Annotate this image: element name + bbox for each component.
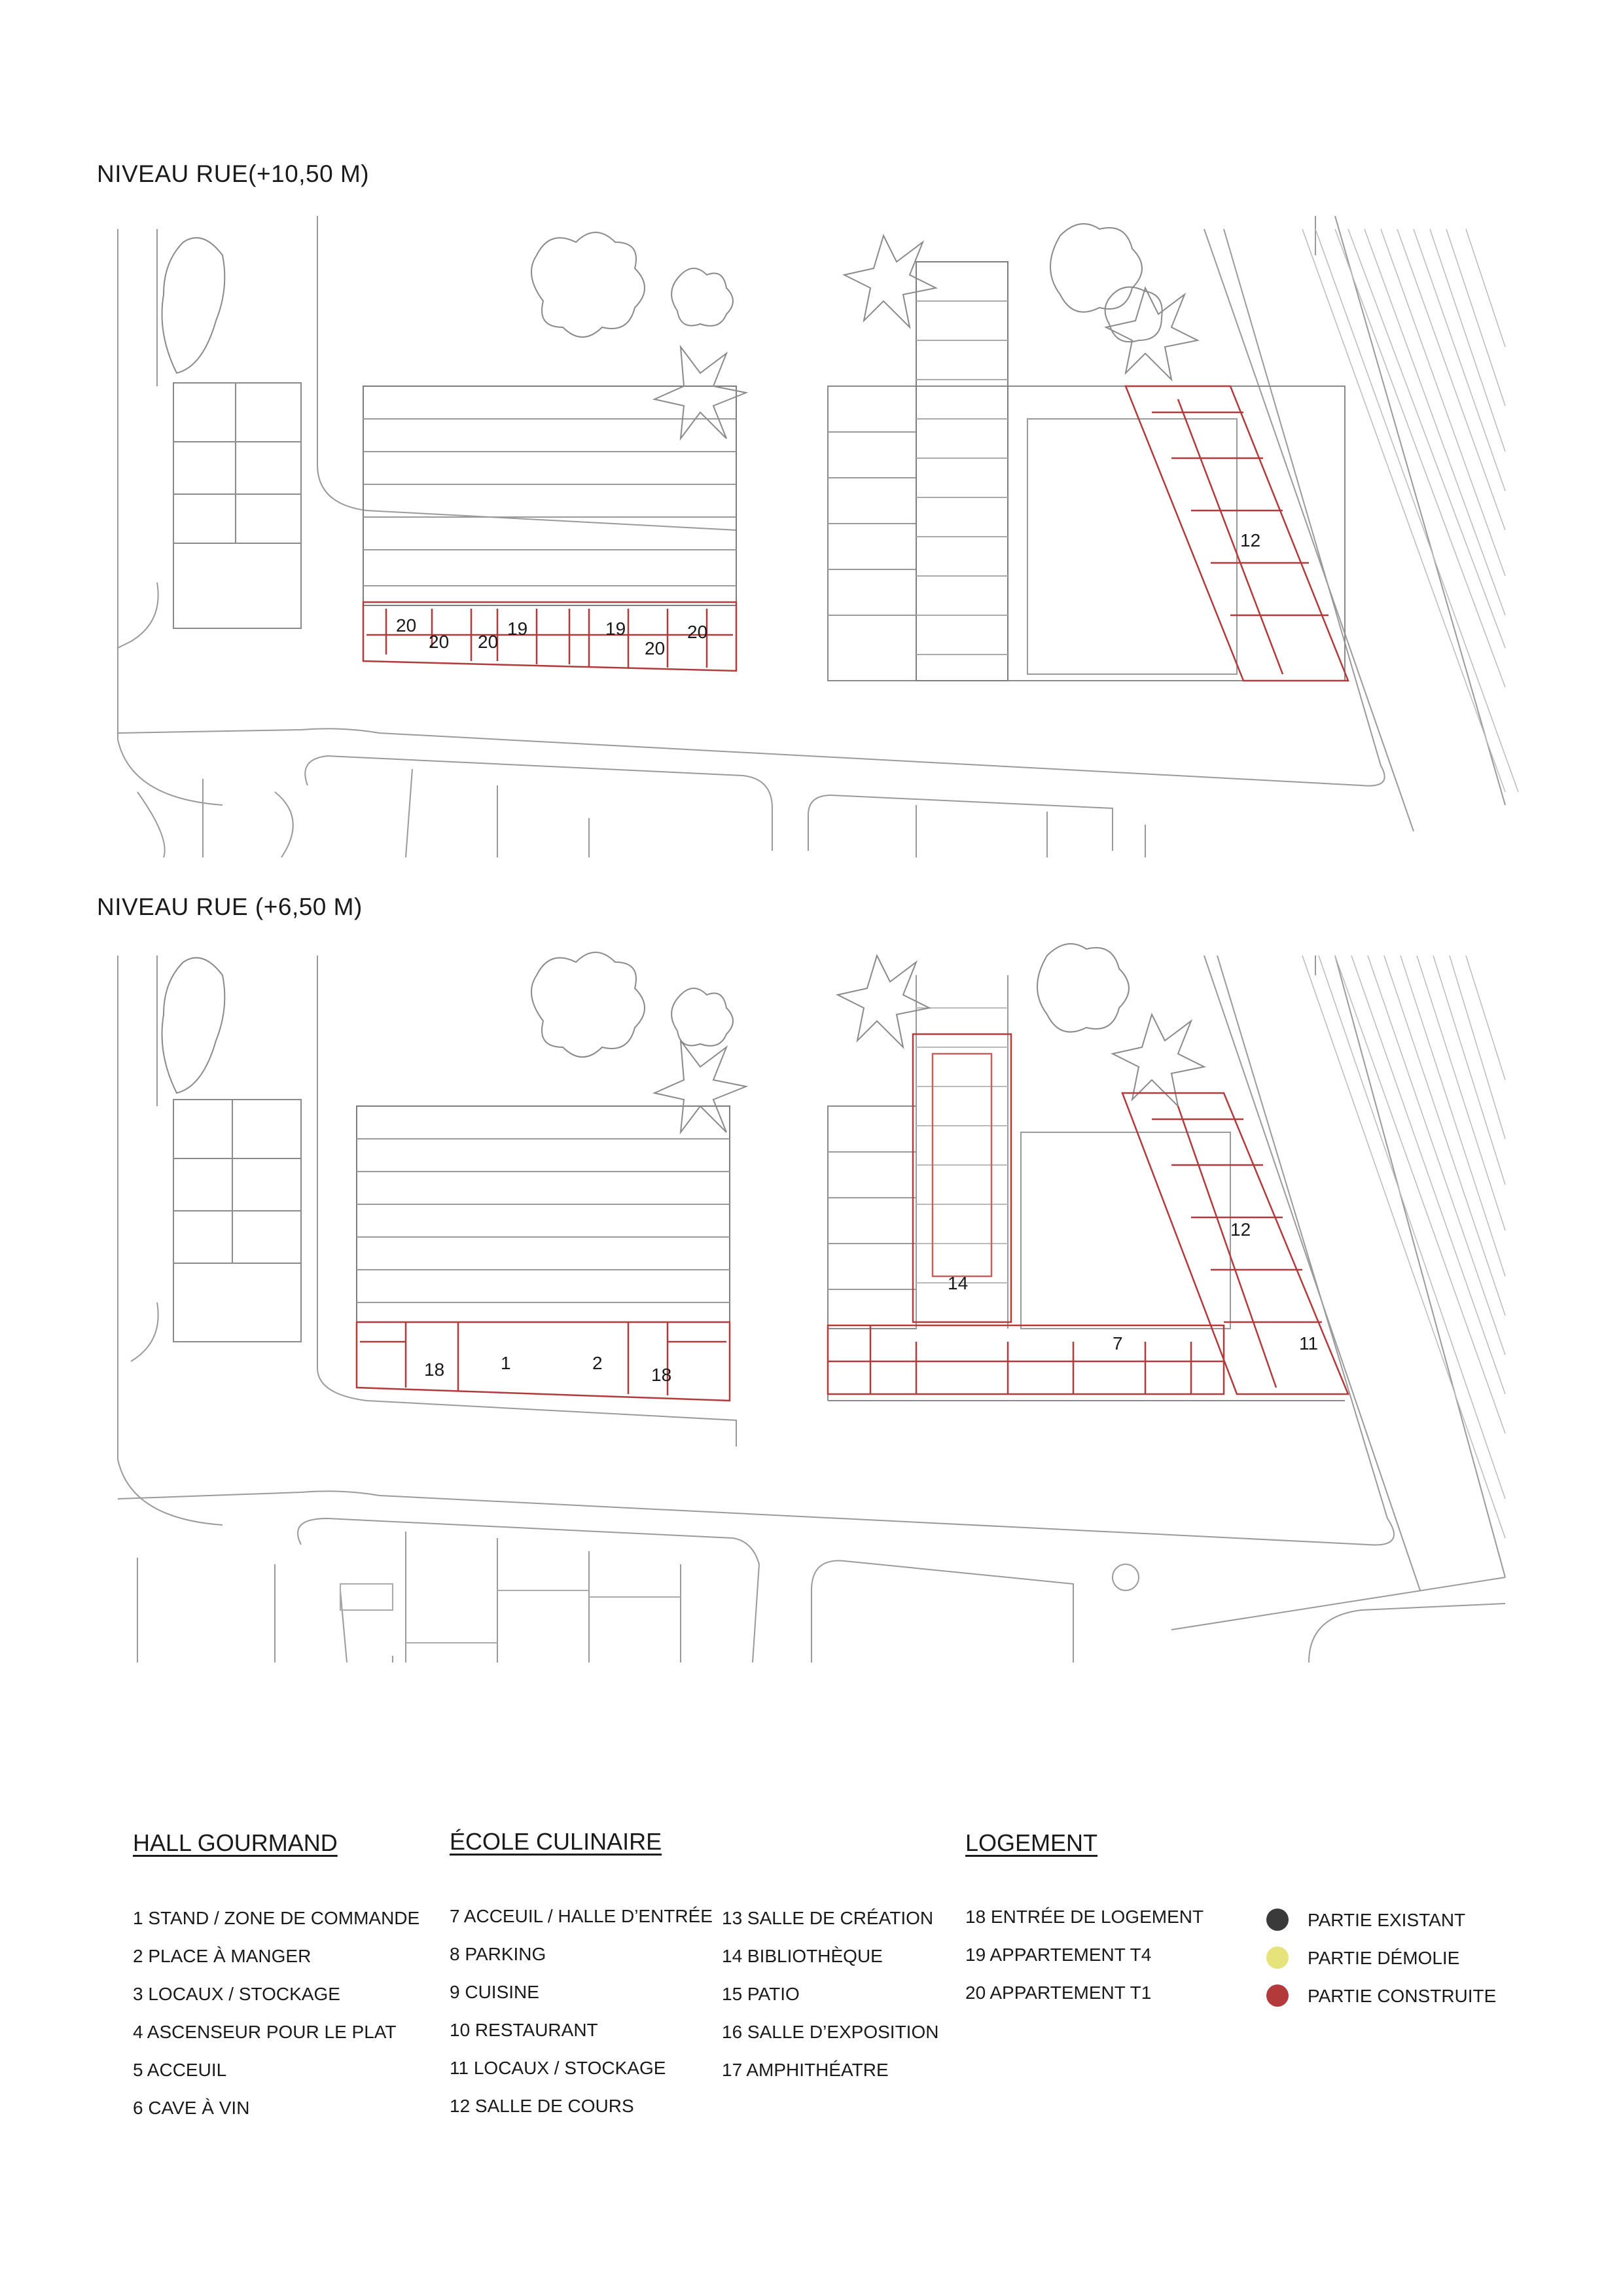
legend-item: 11 LOCAUX / STOCKAGE [450,2058,666,2078]
room-label: 7 [1113,1333,1123,1354]
legend-item: 9 CUISINE [450,1982,539,2002]
legend-item: 3 LOCAUX / STOCKAGE [133,1984,340,2004]
legend-item: 2 PLACE À MANGER [133,1946,312,1966]
status-label: PARTIE CONSTRUITE [1308,1986,1497,2006]
legend-item: 8 PARKING [450,1944,546,1964]
room-label: 20 [429,632,450,652]
legend-item: 20 APPARTEMENT T1 [965,1982,1152,2003]
plan-title-upper: NIVEAU RUE(+10,50 M) [97,160,370,187]
room-label: 2 [592,1353,603,1373]
room-label: 14 [948,1273,969,1293]
legend-item: 10 RESTAURANT [450,2020,598,2040]
status-dot-existant [1266,1909,1289,1931]
legend-heading-logement: LOGEMENT [965,1829,1098,1856]
room-label: 1 [501,1353,511,1373]
legend-heading-hall-gourmand: HALL GOURMAND [133,1829,338,1856]
room-label: 20 [645,638,666,658]
legend-heading-ecole-culinaire: ÉCOLE CULINAIRE [450,1828,662,1855]
room-label: 20 [396,615,417,636]
legend-item: 13 SALLE DE CRÉATION [722,1908,934,1928]
plan-title-lower: NIVEAU RUE (+6,50 M) [97,893,363,920]
room-label: 18 [651,1365,672,1385]
legend-item: 16 SALLE D’EXPOSITION [722,2022,939,2042]
status-dot-construite [1266,1984,1289,2007]
legend-item: 12 SALLE DE COURS [450,2096,634,2116]
room-label: 12 [1230,1219,1251,1240]
site-plan-upper [0,216,1623,857]
legend-item: 18 ENTRÉE DE LOGEMENT [965,1907,1204,1927]
status-dot-demolie [1266,1946,1289,1969]
legend-item: 14 BIBLIOTHÈQUE [722,1946,883,1966]
legend-item: 19 APPARTEMENT T4 [965,1945,1152,1965]
room-label: 19 [605,619,626,639]
legend-item: 15 PATIO [722,1984,800,2004]
room-label: 20 [687,622,708,642]
room-label: 19 [507,619,528,639]
legend-item: 4 ASCENSEUR POUR LE PLAT [133,2022,397,2042]
legend-item: 5 ACCEUIL [133,2060,227,2080]
room-label: 11 [1299,1333,1319,1354]
legend-item: 7 ACCEUIL / HALLE D’ENTRÉE [450,1906,713,1926]
site-plan-lower [0,936,1623,1662]
legend-item: 1 STAND / ZONE DE COMMANDE [133,1908,420,1928]
legend-item: 17 AMPHITHÉATRE [722,2060,889,2080]
room-label: 20 [478,632,499,652]
room-label: 12 [1240,530,1261,550]
legend-item: 6 CAVE À VIN [133,2098,250,2118]
room-label: 18 [424,1359,445,1380]
status-label: PARTIE EXISTANT [1308,1910,1466,1930]
status-label: PARTIE DÉMOLIE [1308,1948,1460,1968]
